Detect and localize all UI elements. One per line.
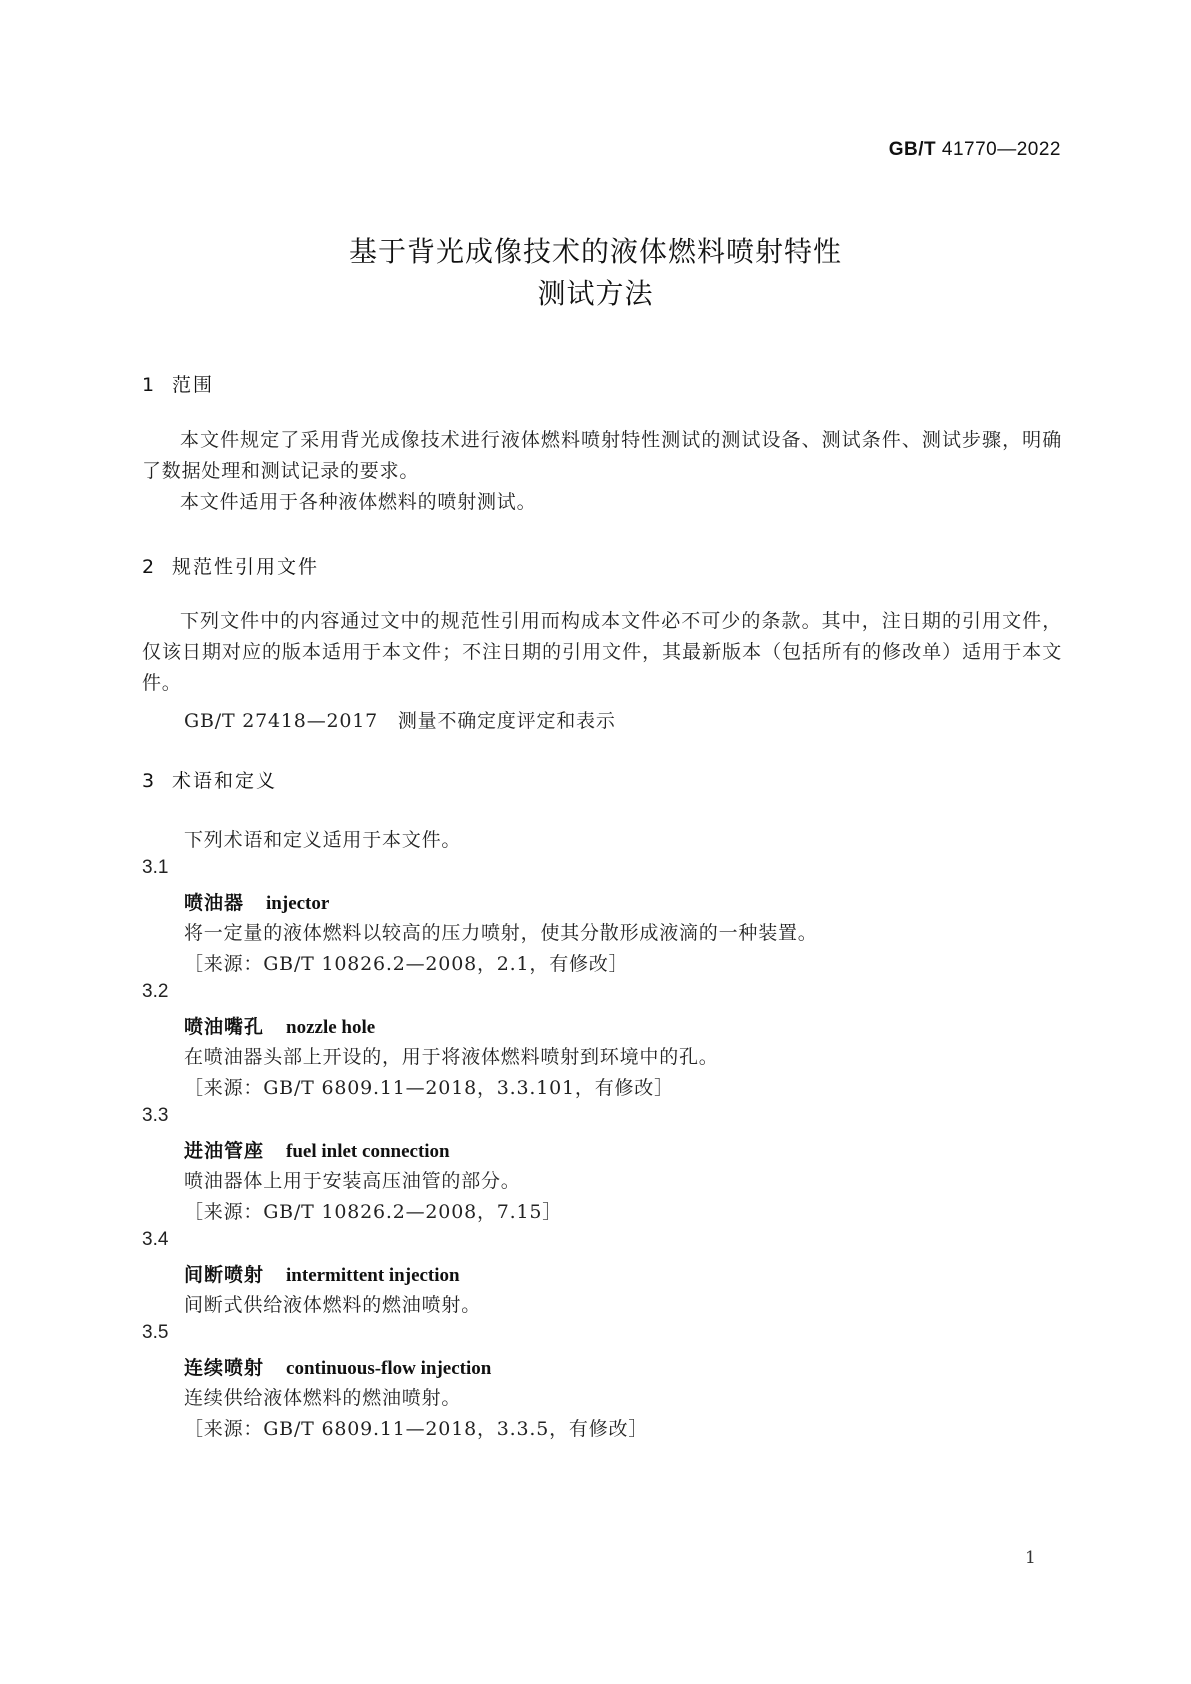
- term-source: ［来源：GB/T 6809.11—2018，3.3.5，有修改］: [184, 1418, 649, 1440]
- document-title-line2: 测试方法: [537, 277, 654, 310]
- term-english: intermittent injection: [286, 1265, 460, 1286]
- standard-code-number: 41770—2022: [941, 139, 1061, 160]
- page-number: 1: [1025, 1548, 1036, 1568]
- term-number: 3.3: [142, 1105, 169, 1126]
- section-number: 3: [142, 770, 155, 792]
- standard-code: [889, 139, 1061, 161]
- term-english: injector: [266, 893, 330, 914]
- section-2-heading: [142, 552, 319, 579]
- section-3-heading: [142, 766, 277, 793]
- section-1-heading: [142, 370, 214, 397]
- term-source: ［来源：GB/T 10826.2—2008，2.1，有修改］: [184, 953, 629, 975]
- section-title: 规范性引用文件: [172, 556, 320, 578]
- section-1-paragraph-1: 本文件规定了采用背光成像技术进行液体燃料喷射特性测试的测试设备、测试条件、测试步骤，明确了数据处理和测试记录的要求。: [142, 429, 1062, 482]
- term-chinese: 进油管座: [184, 1140, 265, 1162]
- term-definition: 间断式供给液体燃料的燃油喷射。: [184, 1294, 482, 1316]
- section-title: 范围: [172, 374, 215, 396]
- term-english: nozzle hole: [286, 1017, 376, 1038]
- term-english: fuel inlet connection: [286, 1141, 450, 1162]
- term-chinese: 喷油器: [184, 892, 245, 914]
- section-number: 2: [142, 556, 155, 578]
- term-heading: [184, 1012, 375, 1039]
- term-definition: 连续供给液体燃料的燃油喷射。: [184, 1387, 462, 1409]
- term-definition: 喷油器体上用于安装高压油管的部分。: [184, 1170, 521, 1192]
- term-definition: 在喷油器头部上开设的，用于将液体燃料喷射到环境中的孔。: [184, 1046, 719, 1068]
- term-source: ［来源：GB/T 6809.11—2018，3.3.101，有修改］: [184, 1077, 674, 1099]
- term-heading: [184, 1136, 450, 1163]
- term-definition: 将一定量的液体燃料以较高的压力喷射，使其分散形成液滴的一种装置。: [184, 922, 818, 944]
- term-heading: [184, 1353, 491, 1380]
- term-heading: [184, 1260, 460, 1287]
- standard-code-prefix: GB/T: [888, 139, 937, 160]
- term-chinese: 连续喷射: [184, 1357, 265, 1379]
- term-chinese: 间断喷射: [184, 1264, 265, 1286]
- section-title: 术语和定义: [172, 770, 278, 792]
- section-number: 1: [142, 374, 155, 396]
- term-number: 3.4: [142, 1229, 169, 1250]
- term-heading: [184, 888, 329, 915]
- document-title-line1: 基于背光成像技术的液体燃料喷射特性: [348, 235, 842, 268]
- normative-reference: GB/T 27418—2017 测量不确定度评定和表示: [184, 710, 616, 732]
- term-number: 3.5: [142, 1322, 169, 1343]
- section-2-paragraph-1: 下列文件中的内容通过文中的规范性引用而构成本文件必不可少的条款。其中，注日期的引用文件，仅该日期对应的版本适用于本文件；不注日期的引用文件，其最新版本（包括所有的修改单）适用于本文件。: [142, 610, 1062, 694]
- section-1-paragraph-2: 本文件适用于各种液体燃料的喷射测试。: [180, 491, 537, 513]
- term-english: continuous-flow injection: [286, 1358, 492, 1379]
- section-3-intro: 下列术语和定义适用于本文件。: [184, 829, 462, 851]
- term-number: 3.2: [142, 981, 169, 1002]
- term-number: 3.1: [142, 857, 169, 878]
- term-source: ［来源：GB/T 10826.2—2008，7.15］: [184, 1201, 563, 1223]
- term-chinese: 喷油嘴孔: [184, 1016, 265, 1038]
